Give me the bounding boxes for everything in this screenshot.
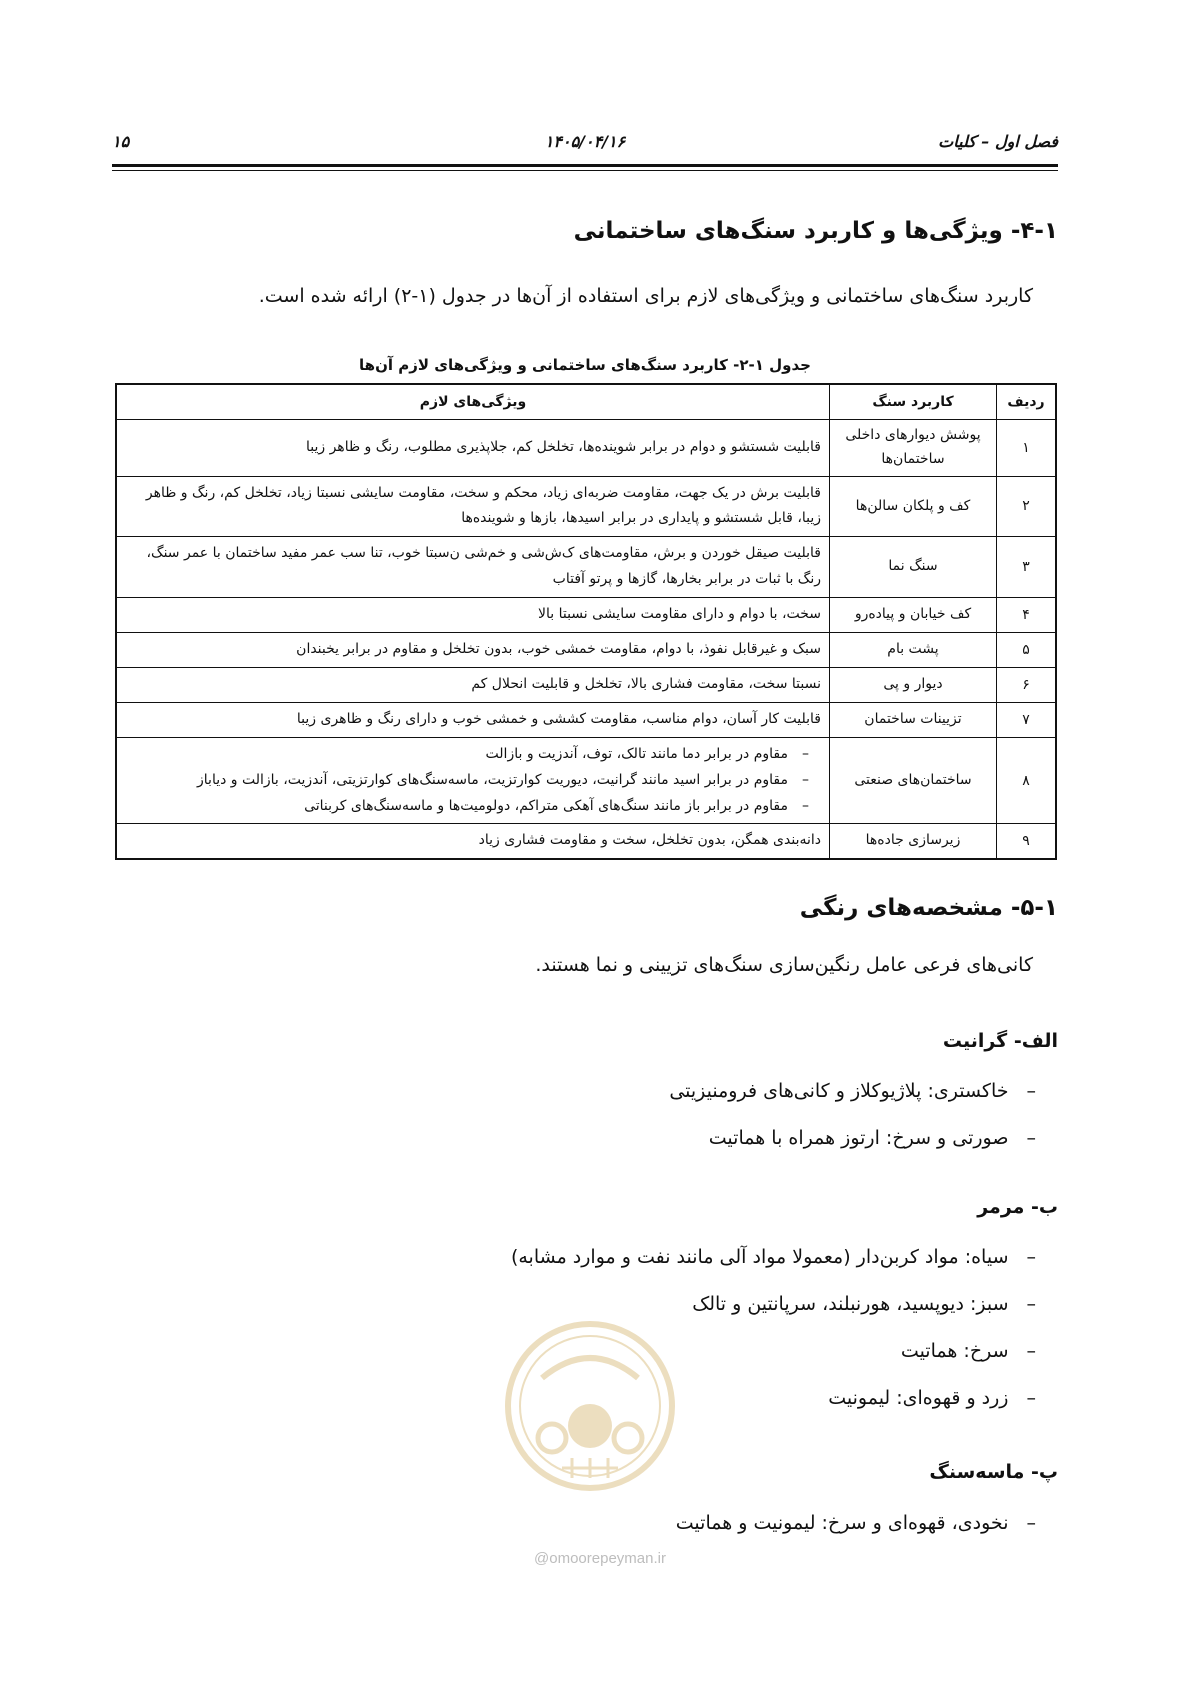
row-props: سخت، با دوام و دارای مقاومت سایشی نسبتا بالا: [116, 598, 830, 633]
list-item: –خاکستری: پلاژیوکلاز و کانی‌های فرومنیزیتی: [669, 1080, 1036, 1102]
row-use: دیوار و پی: [830, 667, 997, 702]
row-props: دانه‌بندی همگن، بدون تخلخل، سخت و مقاومت فشاری زیاد: [116, 824, 830, 859]
section-5-heading: ۵-۱- مشخصه‌های رنگی: [799, 895, 1058, 921]
row-num: ۵: [997, 633, 1057, 668]
section-4-intro: کاربرد سنگ‌های ساختمانی و ویژگی‌های لازم برای استفاده از آن‌ها در جدول (۱-۲) ارائه شده است.: [258, 285, 1033, 307]
section-5-intro: کانی‌های فرعی عامل رنگین‌سازی سنگ‌های تزیینی و نما هستند.: [535, 954, 1033, 976]
table-row: [116, 476, 1056, 537]
row-props: [116, 737, 830, 824]
row-use: کف خیابان و پیاده‌رو: [830, 598, 997, 633]
row-use: زیرسازی جاده‌ها: [830, 824, 997, 859]
row-use: کف و پلکان سالن‌ها: [830, 476, 997, 537]
row-use: پشت بام: [830, 633, 997, 668]
sandstone-heading: پ- ماسه‌سنگ: [929, 1461, 1058, 1483]
table-row: [116, 633, 1056, 668]
table-row: [116, 598, 1056, 633]
header-date: ۱۴۰۵/۰۴/۱۶: [544, 132, 626, 151]
marble-heading: ب- مرمر: [977, 1196, 1058, 1218]
header-num: ردیف: [997, 384, 1057, 420]
list-item: –صورتی و سرخ: ارتوز همراه با هماتیت: [708, 1127, 1036, 1149]
page-header: [112, 132, 1058, 160]
row-props: سبک و غیرقابل نفوذ، با دوام، مقاومت خمشی خوب، بدون تخلخل و مقاوم در برابر یخبندان: [116, 633, 830, 668]
list-item: – مقاوم در برابر باز مانند سنگ‌های آهکی متراکم، دولومیت‌ها و ماسه‌سنگ‌های کربناتی: [125, 794, 821, 820]
table-row: [116, 537, 1056, 598]
granite-list: [669, 1080, 1036, 1174]
watermark-text: @omoorepeyman.ir: [534, 1550, 666, 1567]
section-4-heading: ۴-۱- ویژگی‌ها و کاربرد سنگ‌های ساختمانی: [573, 218, 1058, 244]
row-props: قابلیت کار آسان، دوام مناسب، مقاومت کششی و خمشی خوب و دارای رنگ و ظاهری زیبا: [116, 702, 830, 737]
row-use: تزیینات ساختمان: [830, 702, 997, 737]
table-row: [116, 702, 1056, 737]
watermark-seal-icon: [502, 1318, 678, 1494]
list-item: – مقاوم در برابر دما مانند تالک، توف، آندزیت و بازالت: [125, 742, 821, 768]
list-item: –نخودی، قهوه‌ای و سرخ: لیمونیت و هماتیت: [675, 1512, 1036, 1534]
row-use: سنگ نما: [830, 537, 997, 598]
row-num: ۱: [997, 420, 1057, 477]
sandstone-list: [676, 1512, 1036, 1559]
row-props: قابلیت صیقل خوردن و برش، مقاومت‌های ک‌ش‌شی و خم‌شی ن‌سبتا خوب، تنا سب عمر مفید ساختمان با عمر سنگ، رنگ با ثبات در برابر بخارها، گازها و پرتو آفتاب: [116, 537, 830, 598]
row-num: ۹: [997, 824, 1057, 859]
list-item: –زرد و قهوه‌ای: لیمونیت: [828, 1387, 1036, 1409]
list-item: –سبز: دیوپسید، هورنبلند، سرپانتین و تالک: [692, 1293, 1036, 1315]
chapter-title: فصل اول – کلیات: [938, 132, 1058, 151]
granite-heading: الف- گرانیت: [942, 1030, 1058, 1052]
table-row: [116, 420, 1056, 477]
table-caption: جدول ۱-۲- کاربرد سنگ‌های ساختمانی و ویژگی‌های لازم آن‌ها: [359, 356, 811, 374]
header-rule-thin: [112, 170, 1058, 171]
row-use: پوشش دیوارهای داخلی ساختمان‌ها: [830, 420, 997, 477]
industrial-list: [125, 742, 821, 820]
header-props: ویژگی‌های لازم: [116, 384, 830, 420]
header-use: کاربرد سنگ: [830, 384, 997, 420]
list-item: –سیاه: مواد کربن‌دار (معمولا مواد آلی مانند نفت و موارد مشابه): [510, 1246, 1036, 1268]
row-num: ۲: [997, 476, 1057, 537]
table-row: [116, 737, 1056, 824]
table-row: [116, 824, 1056, 859]
list-item: –سرخ: هماتیت: [900, 1340, 1036, 1362]
row-use: ساختمان‌های صنعتی: [830, 737, 997, 824]
stone-usage-table: [115, 383, 1057, 860]
row-props: نسبتا سخت، مقاومت فشاری بالا، تخلخل و قابلیت انحلال کم: [116, 667, 830, 702]
row-num: ۴: [997, 598, 1057, 633]
table-row: [116, 667, 1056, 702]
list-item: – مقاوم در برابر اسید مانند گرانیت، دیوریت کوارتزیت، ماسه‌سنگ‌های کوارتزیتی، آندزیت، بازالت و دیاباز: [125, 768, 821, 794]
row-props: قابلیت شستشو و دوام در برابر شوینده‌ها، تخلخل کم، جلاپذیری مطلوب، رنگ و ظاهر زیبا: [116, 420, 830, 477]
header-rule-thick: [112, 164, 1058, 167]
page-number: ۱۵: [112, 132, 130, 151]
row-num: ۳: [997, 537, 1057, 598]
row-num: ۸: [997, 737, 1057, 824]
row-num: ۷: [997, 702, 1057, 737]
row-props: قابلیت برش در یک جهت، مقاومت ضربه‌ای زیاد، محکم و سخت، مقاومت سایشی نسبتا زیاد، تخلخل کم، رنگ و ظاهر زیبا، قابل شستشو و پایداری در برابر اسیدها، بازها و شوینده‌ها: [116, 476, 830, 537]
table-header-row: [116, 384, 1056, 420]
row-num: ۶: [997, 667, 1057, 702]
